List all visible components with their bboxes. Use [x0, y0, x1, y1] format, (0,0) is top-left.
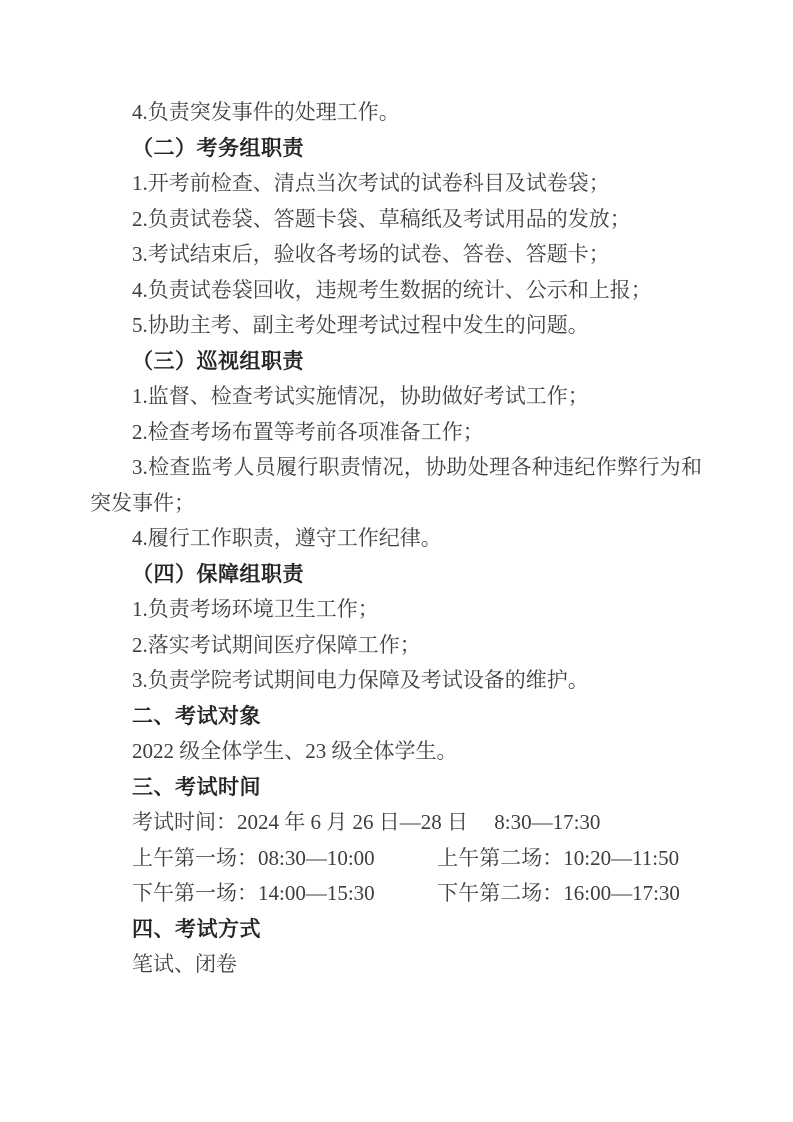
paragraph-duty-check-rooms: 2.检查考场布置等考前各项准备工作；	[132, 419, 484, 444]
section-heading-exam-time: 三、考试时间	[132, 774, 261, 799]
section-heading-exam-subjects: 二、考试对象	[132, 703, 261, 728]
paragraph-duty-power-equipment: 3.负责学院考试期间电力保障及考试设备的维护。	[132, 668, 589, 692]
paragraph-exam-subjects: 2022 级全体学生、23 级全体学生。	[132, 739, 458, 763]
paragraph-duty-check-papers: 1.开考前检查、清点当次考试的试卷科目及试卷袋；	[132, 171, 610, 195]
paragraph-duty-sanitation: 1.负责考场环境卫生工作；	[132, 597, 379, 621]
schedule-cell-morning-session-2: 上午第二场：10:20—11:50	[437, 845, 680, 870]
schedule-cell-morning-session-1: 上午第一场：08:30—10:00	[132, 845, 375, 870]
section-heading-inspection-group: （三）巡视组职责	[132, 348, 304, 373]
section-heading-exam-affairs-group: （二）考务组职责	[132, 135, 304, 160]
paragraph-duty-distribute-materials: 2.负责试卷袋、答题卡袋、草稿纸及考试用品的发放；	[132, 206, 631, 231]
schedule-row-afternoon	[90, 876, 702, 912]
paragraph-exam-date-range: 考试时间：2024 年 6 月 26 日—28 日 8:30—17:30	[132, 810, 601, 834]
paragraph-exam-method: 笔试、闭卷	[132, 952, 237, 976]
schedule-cell-afternoon-session-1: 下午第一场：14:00—15:30	[132, 881, 375, 905]
section-heading-support-group: （四）保障组职责	[132, 561, 304, 586]
paragraph-duty-discipline: 4.履行工作职责，遵守工作纪律。	[132, 526, 442, 550]
section-heading-exam-method: 四、考试方式	[132, 916, 261, 941]
paragraph-duty-collect-papers: 3.考试结束后，验收各考场的试卷、答卷、答题卡；	[132, 242, 610, 266]
paragraph-duty-check-invigilators: 3.检查监考人员履行职责情况，协助处理各种违纪作弊行为和突发事件；	[90, 455, 702, 515]
schedule-row-morning	[90, 841, 702, 877]
paragraph-duty-recycle-report: 4.负责试卷袋回收，违规考生数据的统计、公示和上报；	[132, 277, 652, 302]
paragraph-duty-medical: 2.落实考试期间医疗保障工作；	[132, 632, 421, 657]
paragraph-duty-assist-chief: 5.协助主考、副主考处理考试过程中发生的问题。	[132, 313, 589, 337]
paragraph-emergency-handling: 4.负责突发事件的处理工作。	[132, 100, 400, 124]
schedule-cell-afternoon-session-2: 下午第二场：16:00—17:30	[437, 881, 680, 905]
paragraph-duty-supervise: 1.监督、检查考试实施情况，协助做好考试工作；	[132, 384, 589, 408]
